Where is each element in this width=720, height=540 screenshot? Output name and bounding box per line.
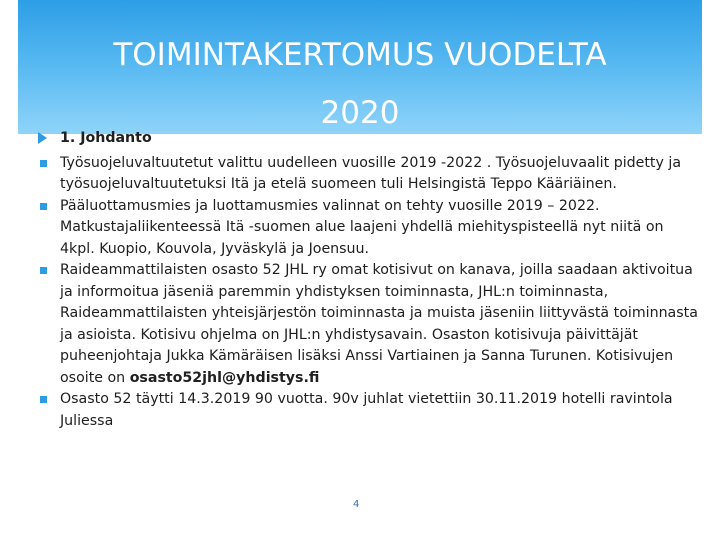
slide-body: [40, 128, 700, 432]
section-heading-text: 1. Johdanto: [60, 130, 152, 146]
list-item: [40, 196, 700, 261]
square-bullet-icon: [40, 160, 47, 167]
list-item-text: Osasto 52 täytti 14.3.2019 90 vuotta. 90v juhlat vietettiin 30.11.2019 hotelli ravintola Juliessa: [60, 391, 673, 429]
title-line-1: TOIMINTAKERTOMUS VUODELTA: [113, 37, 607, 73]
square-bullet-icon: [40, 396, 47, 403]
list-item: [40, 389, 700, 432]
list-item-text: Pääluottamusmies ja luottamusmies valinnat on tehty vuosille 2019 – 2022. Matkustajaliikenteessä Itä -suomen alue laajeni yhdellä miehityspisteellä nyt niitä on 4kpl. Kuopio, Kouvola, Jyväskylä ja Joensuu.: [60, 197, 664, 257]
page-number: 4: [353, 499, 360, 510]
list-item-text: Raideammattilaisten osasto 52 JHL ry omat kotisivut on kanava, joilla saadaan aktivoitua ja informoitua jäseniä paremmin yhdistyksen toiminnasta, JHL:n toiminnasta, Raideammattilaisten yhteisjärjestön toiminnasta ja muista jäseniin liittyvästä toiminnasta ja asioista. Kotisivu ohjelma on JHL:n yhdistysavain. Osaston kotisivuja päivittäjät puheenjohtaja Jukka Kämäräisen lisäksi Anssi Vartiainen ja Sanna Turunen. Kotisivujen osoite on: [60, 262, 698, 386]
square-bullet-icon: [40, 203, 47, 210]
list-item: [40, 260, 700, 389]
section-heading: [40, 128, 700, 150]
square-bullet-icon: [40, 267, 47, 274]
slide-title: [18, 26, 702, 142]
website-address: osasto52jhl@yhdistys.fi: [129, 369, 320, 386]
arrow-bullet-icon: [38, 132, 47, 144]
list-item: [40, 153, 700, 196]
list-item-text: Työsuojeluvaltuutetut valittu uudelleen vuosille 2019 -2022 . Työsuojeluvaalit pidetty ja työsuojeluvaltuutetuksi Itä ja etelä suomeen tuli Helsingistä Teppo Kääriäinen.: [60, 154, 682, 192]
title-line-2: 2020: [320, 95, 400, 131]
